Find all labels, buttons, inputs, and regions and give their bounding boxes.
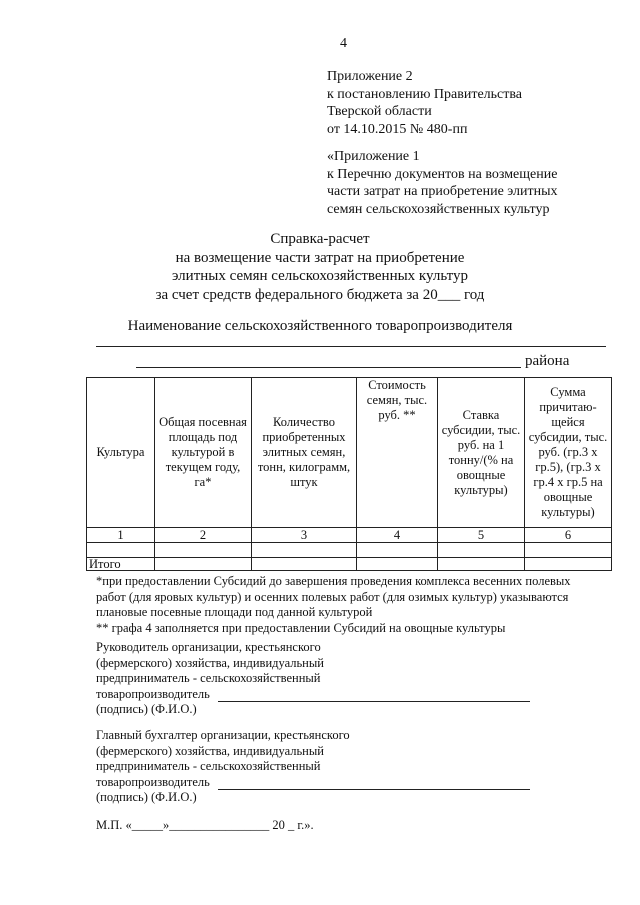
appendix-line: Приложение 2 (327, 69, 413, 84)
title-line: Справка-расчет (270, 231, 370, 247)
attachment-line: «Приложение 1 (327, 149, 420, 164)
signature-line-text: Руководитель организации, крестьянского (96, 640, 321, 654)
table-header-row (87, 378, 612, 528)
head-signature-field[interactable] (218, 701, 530, 702)
district-name-line[interactable] (136, 367, 521, 368)
appendix-line: от 14.10.2015 № 480-пп (327, 121, 468, 137)
appendix-header (327, 68, 522, 138)
signature-line-text: товаропроизводитель (96, 686, 210, 701)
signature-line-text: предприниматель - сельскохозяйственный (96, 759, 321, 773)
column-number: 3 (252, 528, 357, 543)
title-line: за счет средств федерального бюджета за 20___ год (155, 286, 485, 303)
attachment-line: семян сельскохозяйственных культур (327, 201, 550, 217)
table-cell[interactable] (87, 543, 155, 558)
signature-caption: (подпись) (Ф.И.О.) (96, 790, 197, 804)
producer-label: Наименование сельскохозяйственного товаропроизводителя (127, 318, 513, 334)
stamp-date-line: М.П. «_____»________________ 20 _ г.». (96, 818, 314, 832)
table-row (87, 528, 612, 543)
district-label: района (525, 353, 570, 369)
producer-name-line[interactable] (96, 346, 606, 347)
header-cell: Сумма причитаю-щейся субсидии, тыс. руб. (гр.3 х гр.5), (гр.3 х гр.4 х гр.5 на овощные культуры) (525, 378, 612, 528)
header-cell: Культура (87, 378, 155, 528)
table-cell[interactable] (357, 543, 438, 558)
table-row (87, 558, 612, 571)
column-number: 4 (357, 528, 438, 543)
attachment-line: к Перечню документов на возмещение (327, 166, 558, 182)
attachment-line: части затрат на приобретение элитных (327, 184, 558, 199)
header-cell: Ставка субсидии, тыс. руб. на 1 тонну/(% на овощные культуры) (438, 378, 525, 528)
signature-line-text: предприниматель - сельскохозяйственный (96, 671, 321, 685)
signature-line-text: Главный бухгалтер организации, крестьянского (96, 728, 350, 742)
title-line: на возмещение части затрат на приобретение (175, 249, 465, 266)
title-line: элитных семян сельскохозяйственных культур (172, 268, 468, 284)
footnote-2: ** графа 4 заполняется при предоставлении Субсидий на овощные культуры (96, 621, 506, 635)
column-number: 2 (155, 528, 252, 543)
table-cell[interactable] (252, 543, 357, 558)
table-cell[interactable] (438, 543, 525, 558)
calculation-table (86, 377, 612, 571)
header-cell: Стоимость семян, тыс. руб. ** (357, 378, 438, 528)
signature-line-text: (фермерского) хозяйства, индивидуальный (96, 655, 324, 670)
appendix-line: к постановлению Правительства (327, 86, 523, 102)
table-cell[interactable] (525, 543, 612, 558)
table-cell[interactable] (155, 543, 252, 558)
table-cell[interactable] (525, 558, 612, 571)
column-number: 1 (87, 528, 155, 543)
signature-line-text: (фермерского) хозяйства, индивидуальный (96, 743, 324, 758)
signature-caption: (подпись) (Ф.И.О.) (96, 702, 197, 716)
header-cell: Количество приобретенных элитных семян, тонн, килограмм, штук (252, 378, 357, 528)
column-number: 5 (438, 528, 525, 543)
footnote-1: *при предоставлении Субсидий до завершения проведения комплекса весенних полевых работ (для яровых культур) и осенних полевых работ (для озимых культур) указываются плановые посевные площади под данной культурой (96, 574, 571, 619)
attachment-header (327, 148, 558, 218)
header-cell: Общая посевная площадь под культурой в текущем году, га* (155, 378, 252, 528)
table-cell[interactable] (357, 558, 438, 571)
appendix-line: Тверской области (327, 104, 432, 119)
page-number: 4 (340, 36, 347, 51)
signature-line-text: товаропроизводитель (96, 774, 210, 789)
document-title (0, 230, 640, 304)
signature-block-accountant (96, 728, 350, 806)
signature-block-head (96, 640, 324, 718)
table-cell[interactable] (252, 558, 357, 571)
total-label: Итого (87, 558, 155, 571)
table-cell[interactable] (438, 558, 525, 571)
column-number: 6 (525, 528, 612, 543)
table-cell[interactable] (155, 558, 252, 571)
accountant-signature-field[interactable] (218, 789, 530, 790)
table-row[interactable] (87, 543, 612, 558)
